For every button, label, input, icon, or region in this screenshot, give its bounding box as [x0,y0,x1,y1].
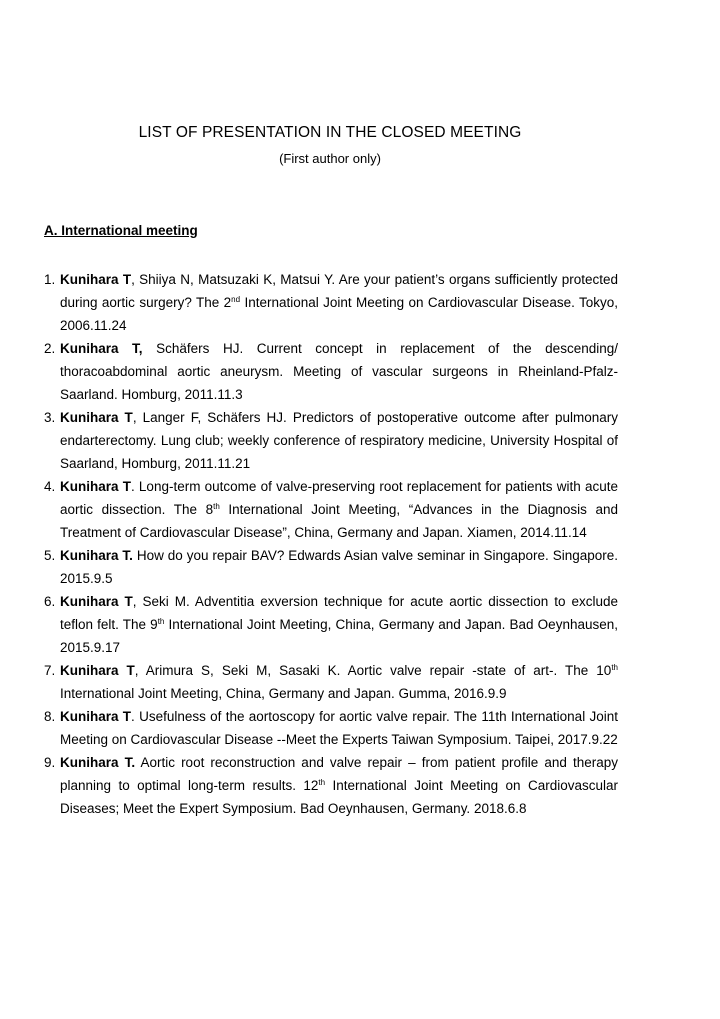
list-item [44,659,618,705]
item-author: Kunihara T, [60,341,143,356]
item-text-cont: International Joint Meeting, China, Germany and Japan. Bad Oeynhausen, 2015.9.17 [60,617,618,655]
item-superscript: nd [231,295,241,304]
item-number: 3. [44,410,56,425]
item-number: 5. [44,548,56,563]
item-author: Kunihara T [60,663,135,678]
list-item [44,337,618,406]
item-text: , Seki M. Adventitia exversion technique for acute aortic dissection to exclude teflon felt. The 9 [60,594,618,632]
item-author: Kunihara T [60,479,131,494]
item-text-cont: International Joint Meeting on Cardiovascular Disease. Tokyo, 2006.11.24 [60,295,618,333]
item-superscript: th [611,663,618,672]
item-author: Kunihara T. [60,755,136,770]
page-subtitle: (First author only) [279,151,381,166]
list-item [44,268,618,337]
item-number: 4. [44,479,56,494]
item-number: 7. [44,663,56,678]
item-number: 2. [44,341,56,356]
item-text: , Shiiya N, Matsuzaki K, Matsui Y. Are your patient’s organs sufficiently protected during aortic surgery? The 2 [60,272,618,310]
item-superscript: th [318,778,326,787]
item-number: 1. [44,272,56,287]
item-text-cont: International Joint Meeting on Cardiovascular Diseases; Meet the Expert Symposium. Bad Oeynhausen, Germany. 2018.6.8 [60,778,618,816]
item-author: Kunihara T [60,272,132,287]
item-author: Kunihara T [60,410,133,425]
item-author: Kunihara T [60,709,132,724]
item-author: Kunihara T. [60,548,133,563]
item-number: 6. [44,594,56,609]
page-title: LIST OF PRESENTATION IN THE CLOSED MEETING [138,124,522,141]
item-text: , Arimura S, Seki M, Sasaki K. Aortic valve repair -state of art-. The 10 [134,663,612,678]
section-heading: A. International meeting [44,223,198,238]
item-text: . Usefulness of the aortoscopy for aortic valve repair. The 11th International Joint Meeting on Cardiovascular Disease --Meet the Experts Taiwan Symposium. Taipei, 2017.9.22 [60,709,618,747]
item-text: Aortic root reconstruction and valve repair – from patient profile and therapy planning to optimal long-term results. 12 [60,755,618,793]
item-text-cont: International Joint Meeting, “Advances in the Diagnosis and Treatment of Cardiovascular Disease”, China, Germany and Japan. Xiamen, 2014.11.14 [60,502,618,540]
presentation-list [44,268,618,820]
item-number: 8. [44,709,56,724]
item-number: 9. [44,755,56,770]
item-author: Kunihara T [60,594,133,609]
list-item [44,590,618,659]
item-text: Schäfers HJ. Current concept in replacement of the descending/ thoracoabdominal aortic aneurysm. Meeting of vascular surgeons in Rheinland-Pfalz-Saarland. Homburg, 2011.11.3 [60,341,618,402]
item-text: How do you repair BAV? Edwards Asian valve seminar in Singapore. Singapore. 2015.9.5 [60,548,618,586]
item-text: . Long-term outcome of valve-preserving root replacement for patients with acute aortic dissection. The 8 [60,479,618,517]
list-item [44,705,618,751]
item-text: , Langer F, Schäfers HJ. Predictors of postoperative outcome after pulmonary endarterectomy. Lung club; weekly conference of respiratory medicine, University Hospital of Saarland, Homburg, 2011.11.21 [60,410,618,471]
item-superscript: th [213,502,220,511]
list-item [44,544,618,590]
list-item [44,406,618,475]
item-superscript: th [157,617,165,626]
list-item [44,475,618,544]
list-item [44,751,618,820]
item-text-cont: International Joint Meeting, China, Germany and Japan. Gumma, 2016.9.9 [60,686,507,701]
